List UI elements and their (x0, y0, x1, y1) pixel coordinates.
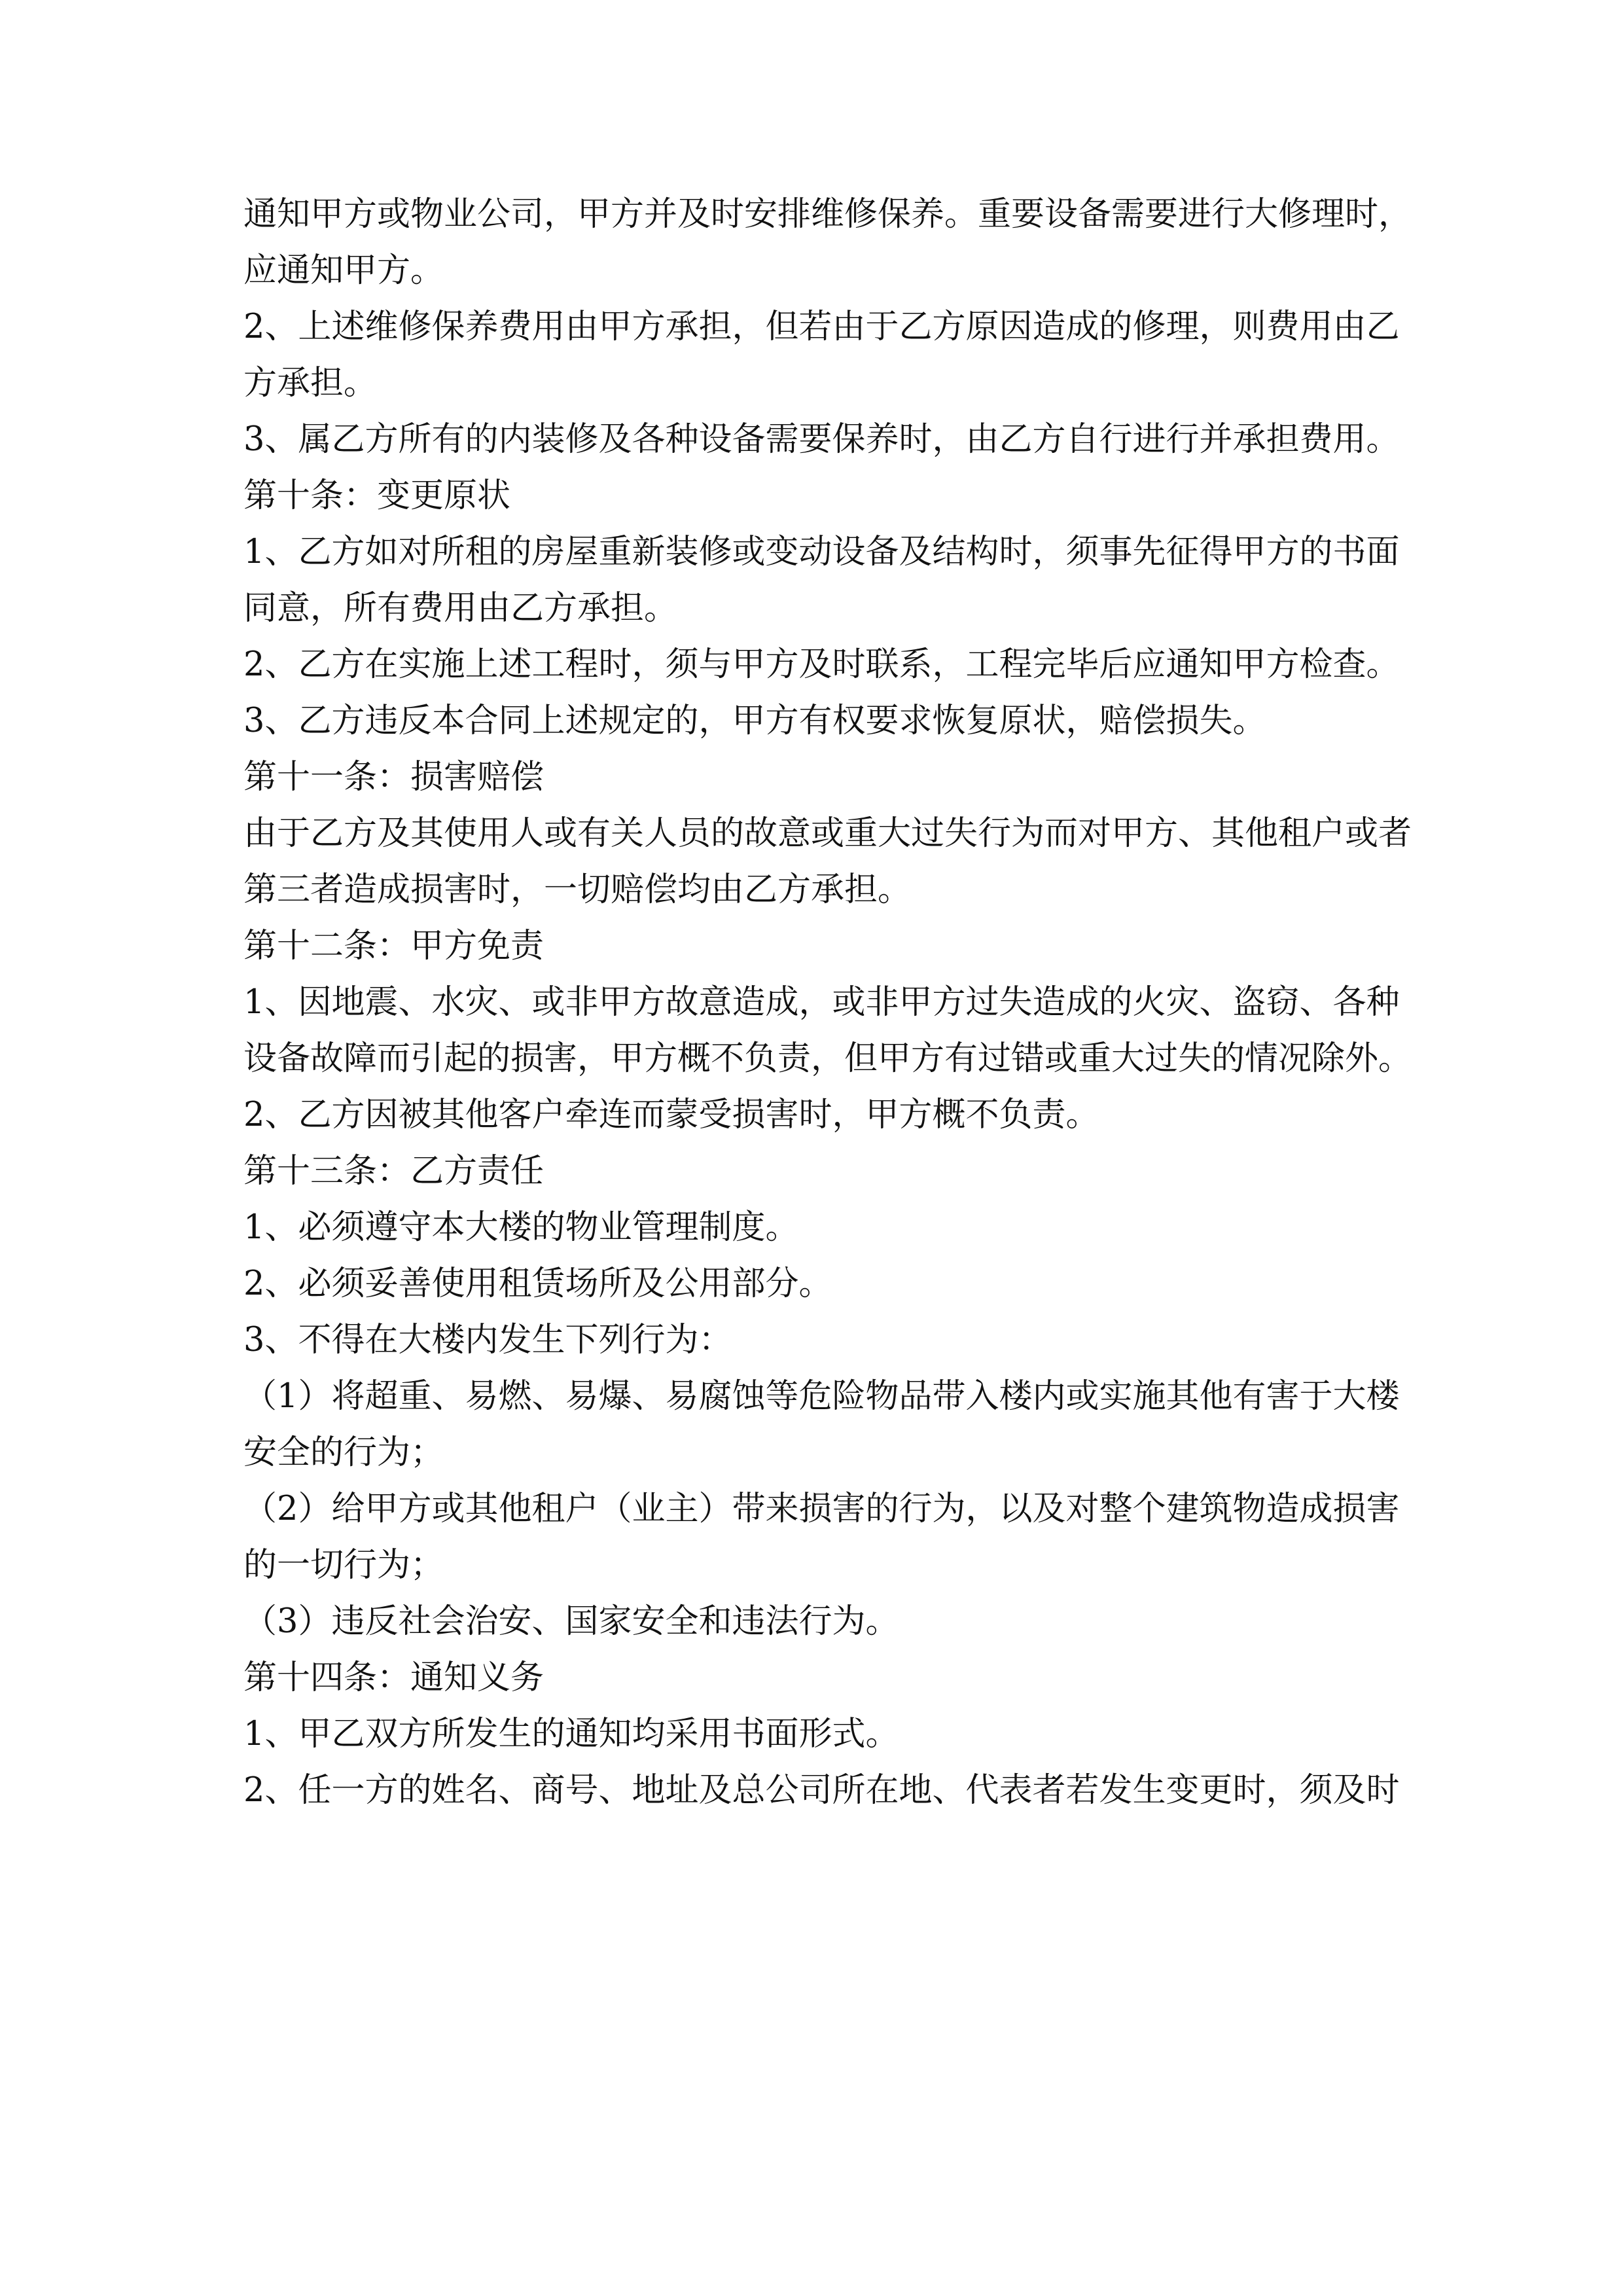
text-line: （2）给甲方或其他租户（业主）带来损害的行为，以及对整个建筑物造成损害 (243, 1490, 1400, 1528)
text-line: 安全的行为； (243, 1433, 444, 1472)
text-line: （3）违反社会治安、国家安全和违法行为。 (243, 1602, 899, 1641)
text-line: 的一切行为； (243, 1546, 444, 1585)
text-line: 1、乙方如对所租的房屋重新装修或变动设备及结构时，须事先征得甲方的书面 (243, 533, 1400, 571)
text-line: 3、乙方违反本合同上述规定的，甲方有权要求恢复原状，赔偿损失。 (243, 702, 1266, 740)
text-line: 1、因地震、水灾、或非甲方故意造成，或非甲方过失造成的火灾、盗窃、各种 (243, 983, 1400, 1022)
text-line: 2、必须妥善使用租赁场所及公用部分。 (243, 1265, 832, 1303)
section-heading: 第十三条：乙方责任 (243, 1152, 544, 1191)
section-heading: 第十条：变更原状 (243, 476, 511, 515)
text-line: 同意，所有费用由乙方承担。 (243, 589, 678, 628)
text-line: 通知甲方或物业公司，甲方并及时安排维修保养。重要设备需要进行大修理时， (243, 195, 1412, 234)
text-line: 2、任一方的姓名、商号、地址及总公司所在地、代表者若发生变更时，须及时 (243, 1771, 1400, 1810)
text-line: 3、属乙方所有的内装修及各种设备需要保养时，由乙方自行进行并承担费用。 (243, 420, 1400, 459)
text-line: 2、乙方因被其他客户牵连而蒙受损害时，甲方概不负责。 (243, 1096, 1099, 1134)
section-heading: 第十一条：损害赔偿 (243, 758, 544, 797)
text-line: 1、甲乙双方所发生的通知均采用书面形式。 (243, 1715, 899, 1753)
text-line: 应通知甲方。 (243, 251, 444, 290)
text-line: 第三者造成损害时，一切赔偿均由乙方承担。 (243, 870, 912, 909)
contract-text (243, 187, 1412, 1819)
text-line: 3、不得在大楼内发生下列行为： (243, 1321, 732, 1359)
text-line: 2、上述维修保养费用由甲方承担，但若由于乙方原因造成的修理，则费用由乙 (243, 308, 1400, 346)
text-line: 1、必须遵守本大楼的物业管理制度。 (243, 1208, 799, 1247)
section-heading: 第十四条：通知义务 (243, 1659, 544, 1697)
text-line: （1）将超重、易燃、易爆、易腐蚀等危险物品带入楼内或实施其他有害于大楼 (243, 1377, 1400, 1416)
text-line: 方承担。 (243, 364, 378, 403)
text-line: 由于乙方及其使用人或有关人员的故意或重大过失行为而对甲方、其他租户或者 (243, 814, 1412, 853)
text-line: 设备故障而引起的损害，甲方概不负责，但甲方有过错或重大过失的情况除外。 (243, 1039, 1412, 1078)
text-line: 2、乙方在实施上述工程时，须与甲方及时联系，工程完毕后应通知甲方检查。 (243, 645, 1400, 684)
section-heading: 第十二条：甲方免责 (243, 927, 544, 965)
